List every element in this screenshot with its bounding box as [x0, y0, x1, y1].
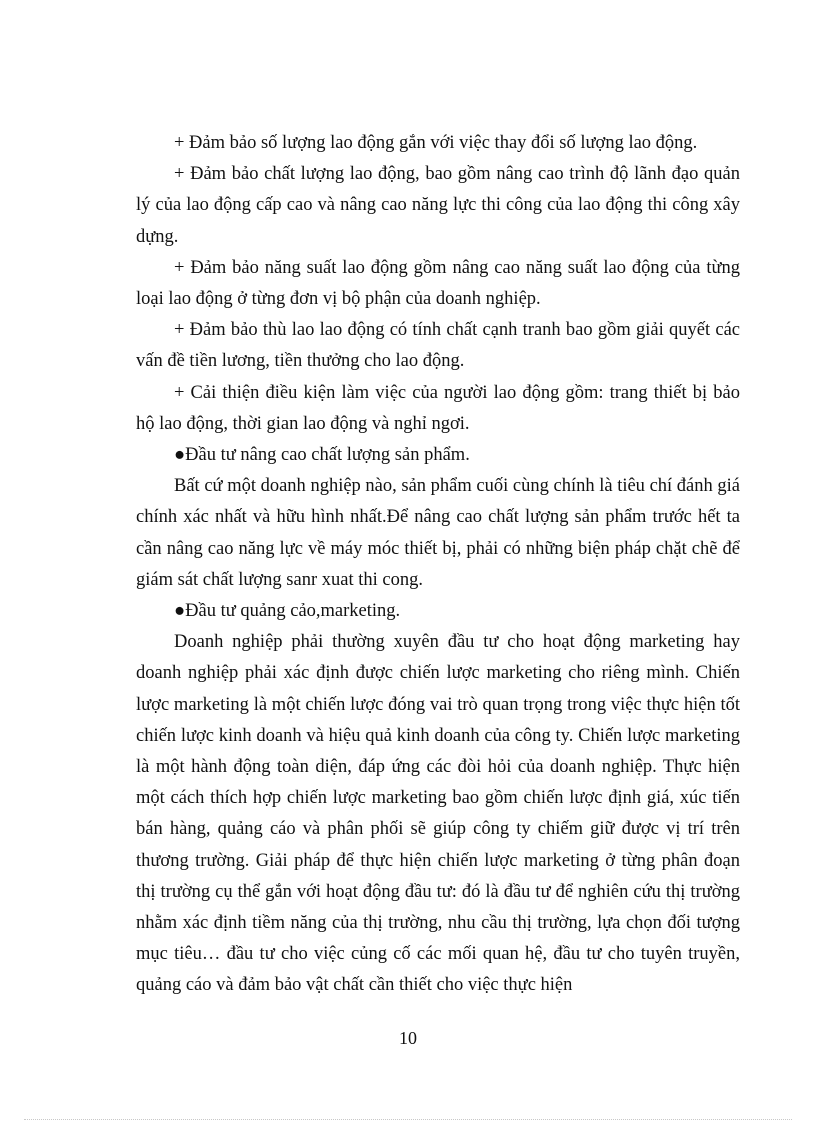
body-text — [136, 128, 740, 1002]
heading-advertising-marketing: ●Đầu tư quảng cảo,marketing. — [174, 601, 401, 622]
paragraph-labor-quantity: + Đảm bảo số lượng lao động gắn với việc thay đổi số lượng lao động. — [174, 133, 698, 153]
heading-product-quality: ●Đầu tư nâng cao chất lượng sản phẩm. — [174, 445, 470, 466]
paragraph-working-conditions: + Cải thiện điều kiện làm việc của người lao động gồm: trang thiết bị bảo hộ lao động, thời gian lao động và nghỉ ngơi. — [136, 382, 740, 434]
paragraph-labor-quality: + Đảm bảo chất lượng lao động, bao gồm nâng cao trình độ lãnh đạo quản lý của lao động cấp cao và nâng cao năng lực thi công của lao động thi công xây dựng. — [136, 164, 740, 247]
page-bottom-divider — [24, 1119, 792, 1120]
paragraph-labor-remuneration: + Đảm bảo thù lao lao động có tính chất cạnh tranh bao gồm giải quyết các vấn đề tiền lương, tiền thưởng cho lao động. — [136, 320, 740, 372]
page-number: 10 — [399, 1028, 417, 1048]
paragraph-labor-productivity: + Đảm bảo năng suất lao động gồm nâng cao năng suất lao động của từng loại lao động ở từng đơn vị bộ phận của doanh nghiệp. — [136, 257, 740, 310]
paragraph-product-quality: Bất cứ một doanh nghiệp nào, sản phẩm cuối cùng chính là tiêu chí đánh giá chính xác nhất và hữu hình nhất.Để nâng cao chất lượng sản phẩm trước hết ta cần nâng cao năng lực về máy móc thiết bị, phải có những biện pháp chặt chẽ để giám sát chất lượng sanr xuat thi cong. — [136, 476, 740, 590]
paragraph-marketing: Doanh nghiệp phải thường xuyên đầu tư cho hoạt động marketing hay doanh nghiệp phải xác định được chiến lược marketing cho riêng mình. Chiến lược marketing là một chiến lược đóng vai trò quan trọng trong việc thực hiện tốt chiến lược kinh doanh và hiệu quả kinh doanh của công ty. Chiến lược marketing là một hành động toàn diện, đáp ứng các đòi hỏi của doanh nghiệp. Thực hiện một cách thích hợp chiến lược marketing bao gồm chiến lược định giá, xúc tiến bán hàng, quảng cáo và phân phối sẽ giúp công ty chiếm giữ được vị trí trên thương trường. Giải pháp để thực hiện chiến lược marketing ở từng phân đoạn thị trường cụ thể gắn với hoạt động đầu tư: đó là đầu tư để nghiên cứu thị trường nhằm xác định tiềm năng của thị trường, nhu cầu thị trường, lựa chọn đối tượng mục tiêu… đầu tư cho việc củng cố các mối quan hệ, đầu tư cho tuyên truyền, quảng cáo và đảm bảo vật chất cần thiết cho việc thực hiện — [136, 632, 740, 996]
